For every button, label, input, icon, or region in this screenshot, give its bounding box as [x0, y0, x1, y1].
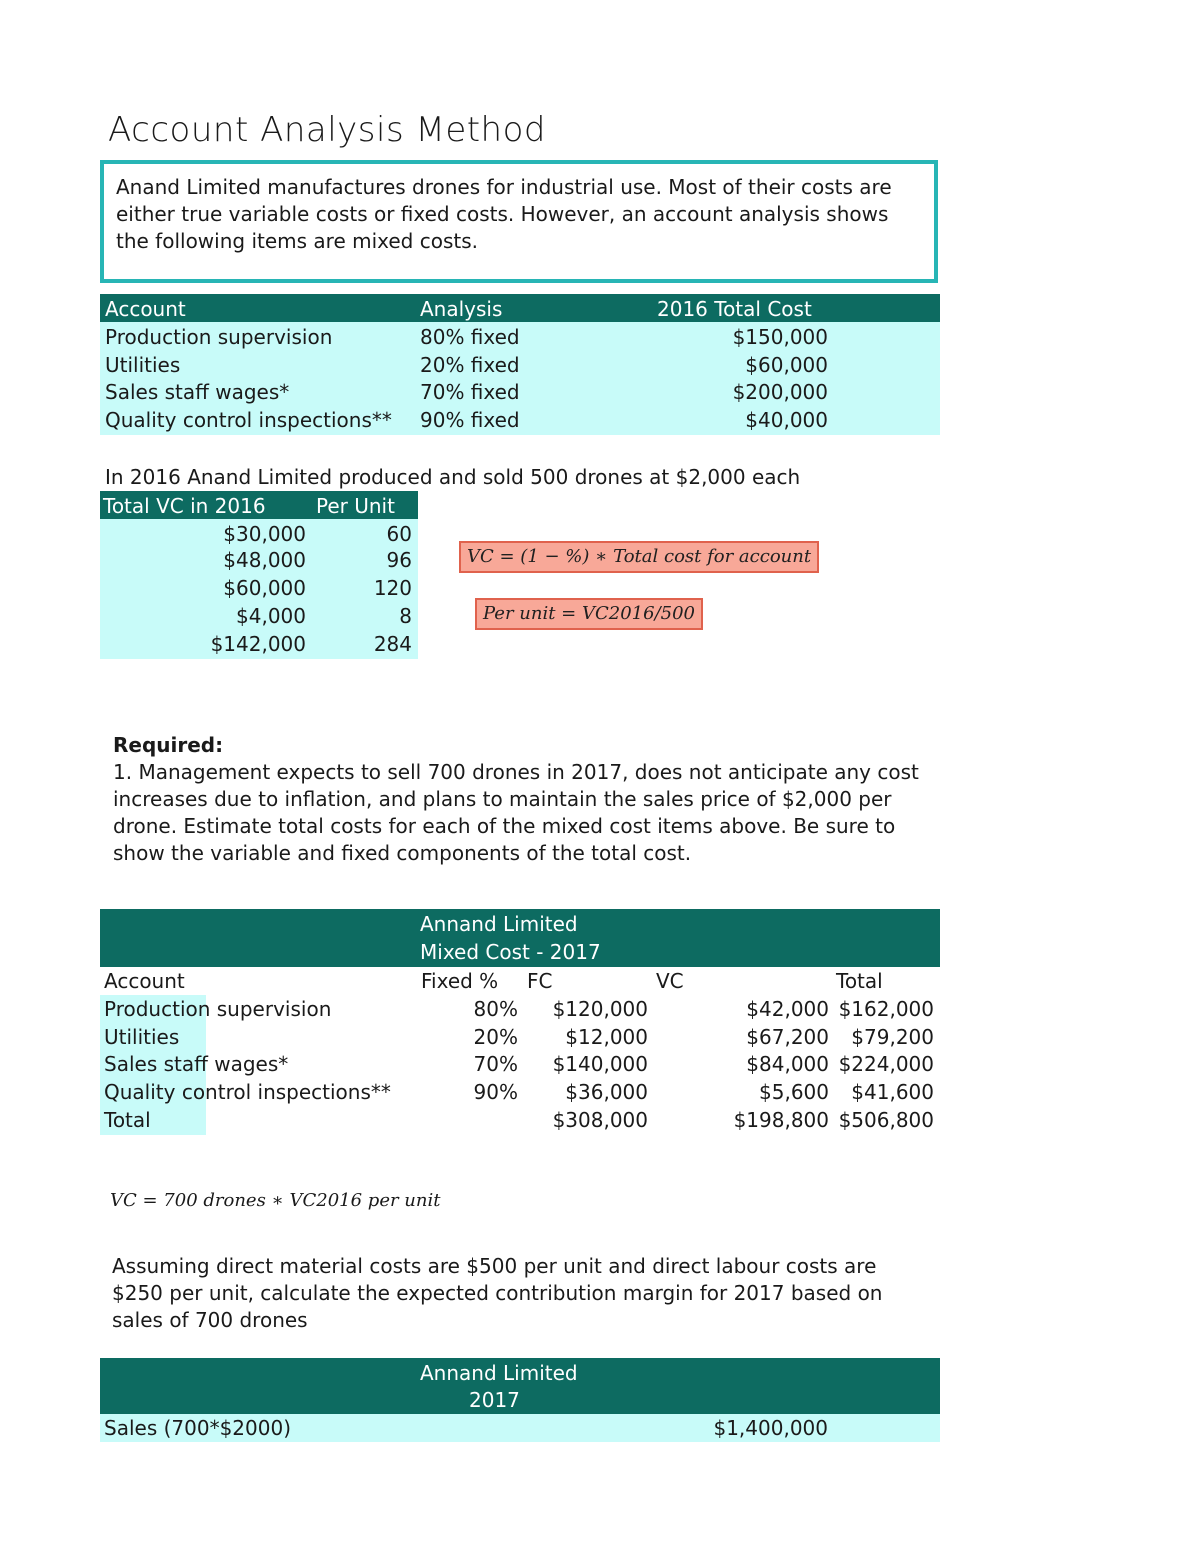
table-row-analysis: 70% fixed — [420, 380, 520, 404]
table-row-analysis: 20% fixed — [420, 353, 520, 377]
table-row-fc: $308,000 — [552, 1108, 648, 1132]
table-row-unit: 96 — [386, 548, 412, 572]
table-row-account: Sales staff wages* — [104, 1052, 289, 1076]
table-row-unit: 284 — [373, 632, 412, 656]
table-row-vc: $5,600 — [759, 1080, 829, 1104]
table-row-account: Quality control inspections** — [105, 408, 392, 432]
table-row-cost: $60,000 — [745, 353, 828, 377]
table-row-vc: $4,000 — [236, 604, 306, 628]
intro-text: Anand Limited manufactures drones for industrial use. Most of their costs are either true variable costs or fixed costs. However, an account analysis shows the following items are mixed costs. — [116, 175, 892, 253]
required-label: Required: — [113, 733, 224, 757]
vc-formula: VC = (1 − %) ∗ Total cost for account — [459, 541, 819, 573]
table-row-pct: 20% — [473, 1025, 518, 1049]
table-row-pct: 90% — [473, 1080, 518, 1104]
table1-header-cost: 2016 Total Cost — [657, 297, 812, 321]
table-row-total: $224,000 — [838, 1052, 934, 1076]
table-row-total: $79,200 — [851, 1025, 934, 1049]
table3-title2: Mixed Cost - 2017 — [420, 940, 601, 964]
table4-title2: 2017 — [469, 1388, 520, 1412]
table-row-vc: $48,000 — [223, 548, 306, 572]
table-row-vc: $60,000 — [223, 576, 306, 600]
table-row-cost: $40,000 — [745, 408, 828, 432]
table3-title1: Annand Limited — [420, 912, 578, 936]
table-row-unit: 60 — [386, 522, 412, 546]
table3-header-total: Total — [836, 969, 883, 993]
intro-box — [100, 160, 938, 283]
table-row-account: Utilities — [105, 353, 181, 377]
table-row-account: Quality control inspections** — [104, 1080, 391, 1104]
table3-header-vc: VC — [656, 969, 684, 993]
table-row-account: Sales staff wages* — [105, 380, 290, 404]
table-row-unit: 120 — [373, 576, 412, 600]
table-row-account: Production supervision — [105, 325, 333, 349]
table-row-total: $162,000 — [838, 997, 934, 1021]
table1-header-account: Account — [105, 297, 186, 321]
table-row-pct: 80% — [473, 997, 518, 1021]
table-row-fc: $36,000 — [565, 1080, 648, 1104]
table1-header-analysis: Analysis — [420, 297, 503, 321]
table3-header-account: Account — [104, 969, 185, 993]
table-row-vc: $198,800 — [733, 1108, 829, 1132]
table-row-fc: $12,000 — [565, 1025, 648, 1049]
table-row-vc: $30,000 — [223, 522, 306, 546]
table-row-label: Sales (700*$2000) — [104, 1416, 291, 1440]
table-row-fc: $140,000 — [552, 1052, 648, 1076]
table-row-total: $506,800 — [838, 1108, 934, 1132]
table-row-pct: 70% — [473, 1052, 518, 1076]
page-title: Account Analysis Method — [108, 110, 546, 150]
table3-header-fc: FC — [527, 969, 553, 993]
assumption-text: Assuming direct material costs are $500 per unit and direct labour costs are $250 per unit, calculate the expected contribution margin for 2017 based on sales of 700 drones — [112, 1254, 883, 1332]
vc-2017-formula: VC = 700 drones ∗ VC2016 per unit — [110, 1190, 441, 1211]
table-row-fc: $120,000 — [552, 997, 648, 1021]
table3-header-pct: Fixed % — [421, 969, 499, 993]
table-row-vc: $42,000 — [746, 997, 829, 1021]
table-row-account: Total — [104, 1108, 151, 1132]
table-row-account: Production supervision — [104, 997, 332, 1021]
table4-title1: Annand Limited — [420, 1361, 578, 1385]
table1-header-bar — [100, 294, 940, 322]
table-row-cost: $200,000 — [732, 380, 828, 404]
table-row-total: $41,600 — [851, 1080, 934, 1104]
required-text: 1. Management expects to sell 700 drones in 2017, does not anticipate any cost increases due to inflation, and plans to maintain the sales price of $2,000 per drone. Estimate total costs for each of the mixed cost items above. Be sure to show the variable and fixed components of the total cost. — [113, 760, 919, 865]
table2-header-unit: Per Unit — [316, 494, 395, 518]
table-row-unit: 8 — [399, 604, 412, 628]
table-row-value: $1,400,000 — [713, 1416, 828, 1440]
table-row-vc: $67,200 — [746, 1025, 829, 1049]
table-row-vc: $142,000 — [210, 632, 306, 656]
per-unit-formula: Per unit = VC2016/500 — [475, 598, 703, 630]
table-row-account: Utilities — [104, 1025, 180, 1049]
table-row-analysis: 90% fixed — [420, 408, 520, 432]
table-row-analysis: 80% fixed — [420, 325, 520, 349]
table2-header-vc: Total VC in 2016 — [103, 494, 266, 518]
table-row-cost: $150,000 — [732, 325, 828, 349]
production-note: In 2016 Anand Limited produced and sold 500 drones at $2,000 each — [105, 465, 801, 489]
table-row-vc: $84,000 — [746, 1052, 829, 1076]
